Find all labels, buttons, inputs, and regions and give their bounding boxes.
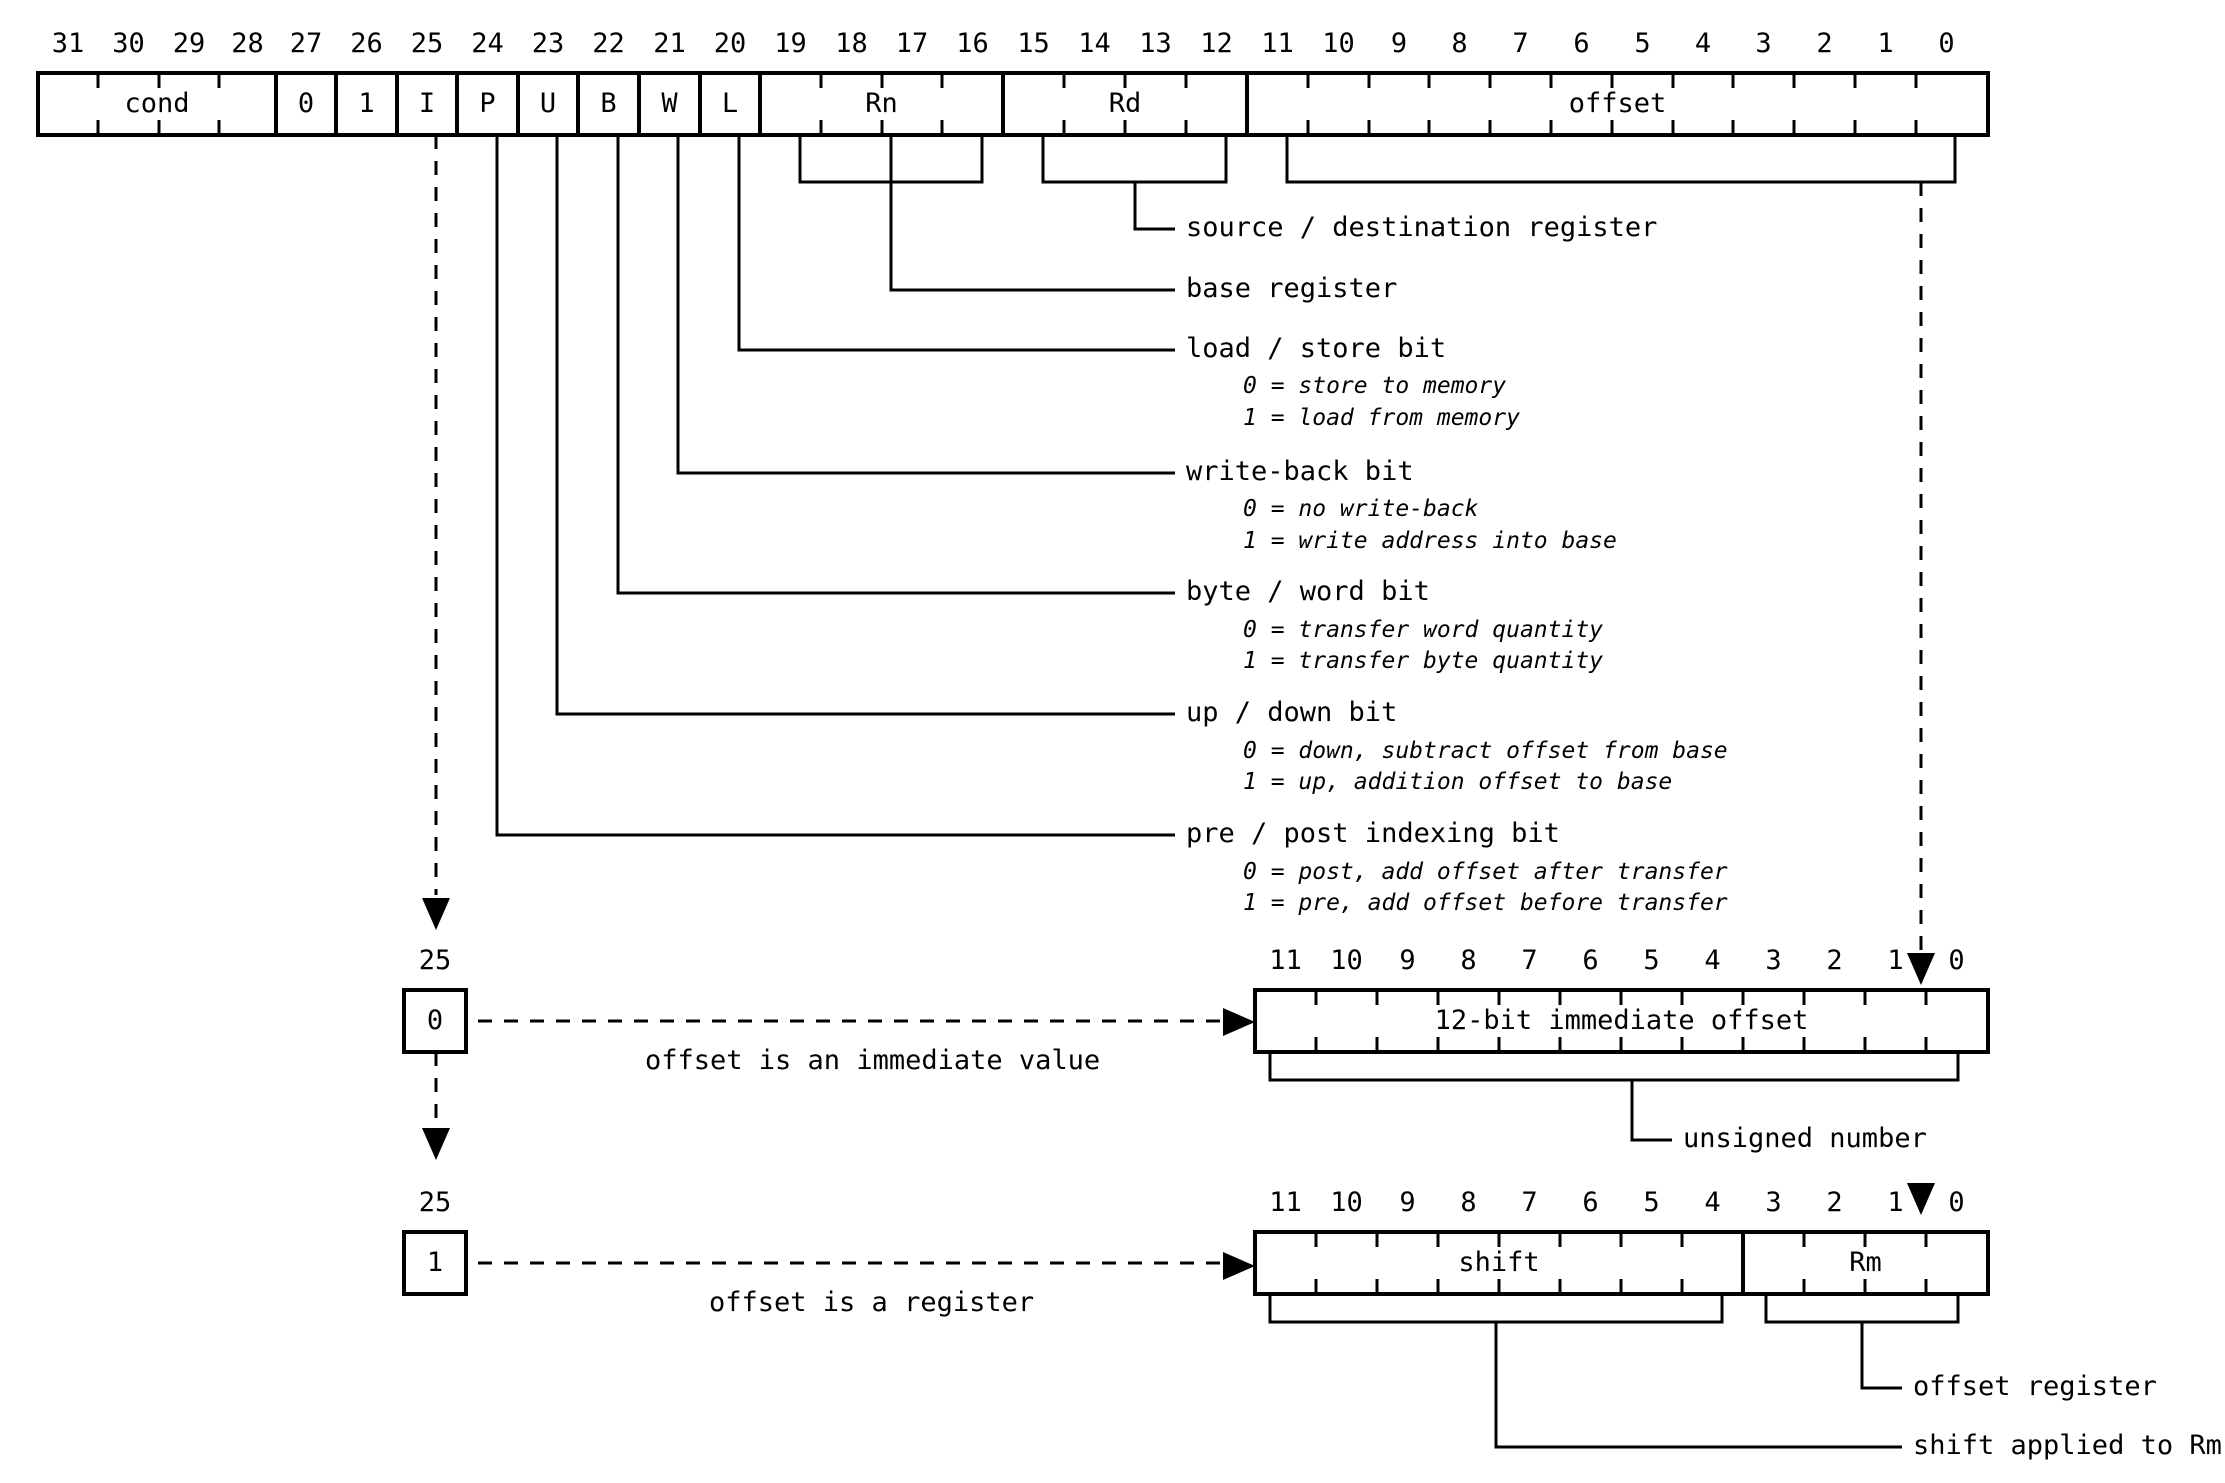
bit-number-26: 26 bbox=[350, 28, 383, 59]
bit-number-29: 29 bbox=[172, 28, 206, 59]
bit-number-16: 16 bbox=[956, 28, 989, 59]
annotation-up-down-bit: up / down bit bbox=[1186, 697, 1398, 728]
immediate-bit-number-10: 10 bbox=[1330, 945, 1363, 976]
bit-number-17: 17 bbox=[895, 28, 929, 59]
immediate-bit-number-11: 11 bbox=[1269, 945, 1302, 976]
register-bit-number-6: 6 bbox=[1582, 1187, 1599, 1218]
annotation-base-register: base register bbox=[1186, 273, 1398, 304]
annotation-up-down-bit-line-0: 0 = down, subtract offset from base bbox=[1243, 738, 1728, 764]
register-caption: offset is a register bbox=[709, 1287, 1035, 1318]
register-bit-number-3: 3 bbox=[1765, 1187, 1782, 1218]
field-rn: Rn bbox=[865, 88, 898, 119]
field-w: W bbox=[661, 88, 678, 119]
immediate-bit-number-5: 5 bbox=[1643, 945, 1660, 976]
immediate-bit-number-6: 6 bbox=[1582, 945, 1599, 976]
register-bit-value: 1 bbox=[426, 1247, 444, 1278]
register-field-rm: Rm bbox=[1849, 1247, 1882, 1278]
annotation-pre-post-indexing-bit: pre / post indexing bit bbox=[1186, 818, 1560, 849]
bit-number-21: 21 bbox=[653, 28, 686, 59]
bit-number-9: 9 bbox=[1390, 28, 1408, 59]
immediate-bit-number-7: 7 bbox=[1521, 945, 1538, 976]
bit-number-31: 31 bbox=[51, 28, 85, 59]
field-offset: offset bbox=[1568, 88, 1667, 119]
immediate-field-label: 12-bit immediate offset bbox=[1434, 1005, 1809, 1036]
immediate-bit-number-0: 0 bbox=[1948, 945, 1965, 976]
field-b: B bbox=[600, 88, 617, 119]
bit-number-25: 25 bbox=[410, 28, 444, 59]
register-bit-number-0: 0 bbox=[1948, 1187, 1965, 1218]
annotation-write-back-bit-line-0: 0 = no write-back bbox=[1243, 496, 1479, 522]
annotation-pre-post-indexing-bit-line-1: 1 = pre, add offset before transfer bbox=[1243, 890, 1728, 916]
register-bit-number-10: 10 bbox=[1330, 1187, 1363, 1218]
register-brace-label-shift-applied-to-rm: shift applied to Rm bbox=[1913, 1430, 2222, 1461]
bit-number-0: 0 bbox=[1938, 28, 1955, 59]
bit-number-14: 14 bbox=[1078, 28, 1111, 59]
bit-number-13: 13 bbox=[1139, 28, 1172, 59]
bit-number-22: 22 bbox=[592, 28, 625, 59]
immediate-bit-value: 0 bbox=[426, 1005, 444, 1036]
bit-number-10: 10 bbox=[1322, 28, 1355, 59]
register-bit-number-5: 5 bbox=[1643, 1187, 1660, 1218]
field-p: P bbox=[479, 88, 496, 119]
bit-number-19: 19 bbox=[774, 28, 807, 59]
bit-number-2: 2 bbox=[1816, 28, 1833, 59]
register-bit-number-8: 8 bbox=[1460, 1187, 1477, 1218]
bit-number-27: 27 bbox=[289, 28, 323, 59]
bit-number-23: 23 bbox=[531, 28, 565, 59]
immediate-bit-number-8: 8 bbox=[1460, 945, 1477, 976]
annotation-byte-word-bit: byte / word bit bbox=[1186, 576, 1430, 607]
register-bit-number-9: 9 bbox=[1399, 1187, 1416, 1218]
register-bit-label-25: 25 bbox=[418, 1187, 452, 1218]
bit-number-4: 4 bbox=[1694, 28, 1712, 59]
register-bit-number-1: 1 bbox=[1887, 1187, 1904, 1218]
register-bit-number-7: 7 bbox=[1521, 1187, 1538, 1218]
bit-number-6: 6 bbox=[1573, 28, 1590, 59]
bit-number-15: 15 bbox=[1017, 28, 1050, 59]
bit-number-7: 7 bbox=[1512, 28, 1529, 59]
annotation-write-back-bit-line-1: 1 = write address into base bbox=[1243, 528, 1617, 554]
bit-number-30: 30 bbox=[112, 28, 145, 59]
bit-number-5: 5 bbox=[1634, 28, 1651, 59]
register-bit-number-2: 2 bbox=[1826, 1187, 1843, 1218]
bit-number-11: 11 bbox=[1261, 28, 1294, 59]
immediate-bit-number-2: 2 bbox=[1826, 945, 1843, 976]
field-i: I bbox=[418, 88, 436, 119]
immediate-caption: offset is an immediate value bbox=[645, 1045, 1101, 1076]
annotation-load-store-bit-line-1: 1 = load from memory bbox=[1243, 405, 1520, 431]
field-const-0: 0 bbox=[297, 88, 315, 119]
register-brace-label-offset-register: offset register bbox=[1913, 1371, 2157, 1402]
bit-number-1: 1 bbox=[1877, 28, 1894, 59]
annotation-source-destination-register: source / destination register bbox=[1186, 212, 1658, 243]
bit-number-12: 12 bbox=[1200, 28, 1233, 59]
bit-number-18: 18 bbox=[835, 28, 868, 59]
annotation-byte-word-bit-line-1: 1 = transfer byte quantity bbox=[1243, 648, 1604, 674]
immediate-brace-label-unsigned-number: unsigned number bbox=[1683, 1123, 1927, 1154]
bit-number-8: 8 bbox=[1451, 28, 1468, 59]
bit-number-3: 3 bbox=[1755, 28, 1772, 59]
bit-number-28: 28 bbox=[231, 28, 264, 59]
bit-number-20: 20 bbox=[713, 28, 747, 59]
bit-number-24: 24 bbox=[471, 28, 504, 59]
field-u: U bbox=[539, 88, 557, 119]
register-bit-number-11: 11 bbox=[1269, 1187, 1302, 1218]
annotation-pre-post-indexing-bit-line-0: 0 = post, add offset after transfer bbox=[1243, 859, 1728, 885]
register-bit-number-4: 4 bbox=[1704, 1187, 1721, 1218]
register-field-shift: shift bbox=[1458, 1247, 1540, 1278]
immediate-bit-number-9: 9 bbox=[1399, 945, 1416, 976]
annotation-write-back-bit: write-back bit bbox=[1186, 456, 1414, 487]
annotation-byte-word-bit-line-0: 0 = transfer word quantity bbox=[1243, 617, 1604, 643]
immediate-bit-number-4: 4 bbox=[1704, 945, 1721, 976]
annotation-load-store-bit: load / store bit bbox=[1186, 333, 1447, 364]
field-rd: Rd bbox=[1108, 88, 1142, 119]
field-l: L bbox=[721, 88, 739, 119]
field-const-1: 1 bbox=[358, 88, 375, 119]
immediate-bit-label-25: 25 bbox=[418, 945, 452, 976]
immediate-bit-number-3: 3 bbox=[1765, 945, 1782, 976]
annotation-load-store-bit-line-0: 0 = store to memory bbox=[1243, 373, 1507, 399]
annotation-up-down-bit-line-1: 1 = up, addition offset to base bbox=[1243, 769, 1673, 795]
field-cond: cond bbox=[124, 88, 190, 119]
immediate-bit-number-1: 1 bbox=[1887, 945, 1904, 976]
